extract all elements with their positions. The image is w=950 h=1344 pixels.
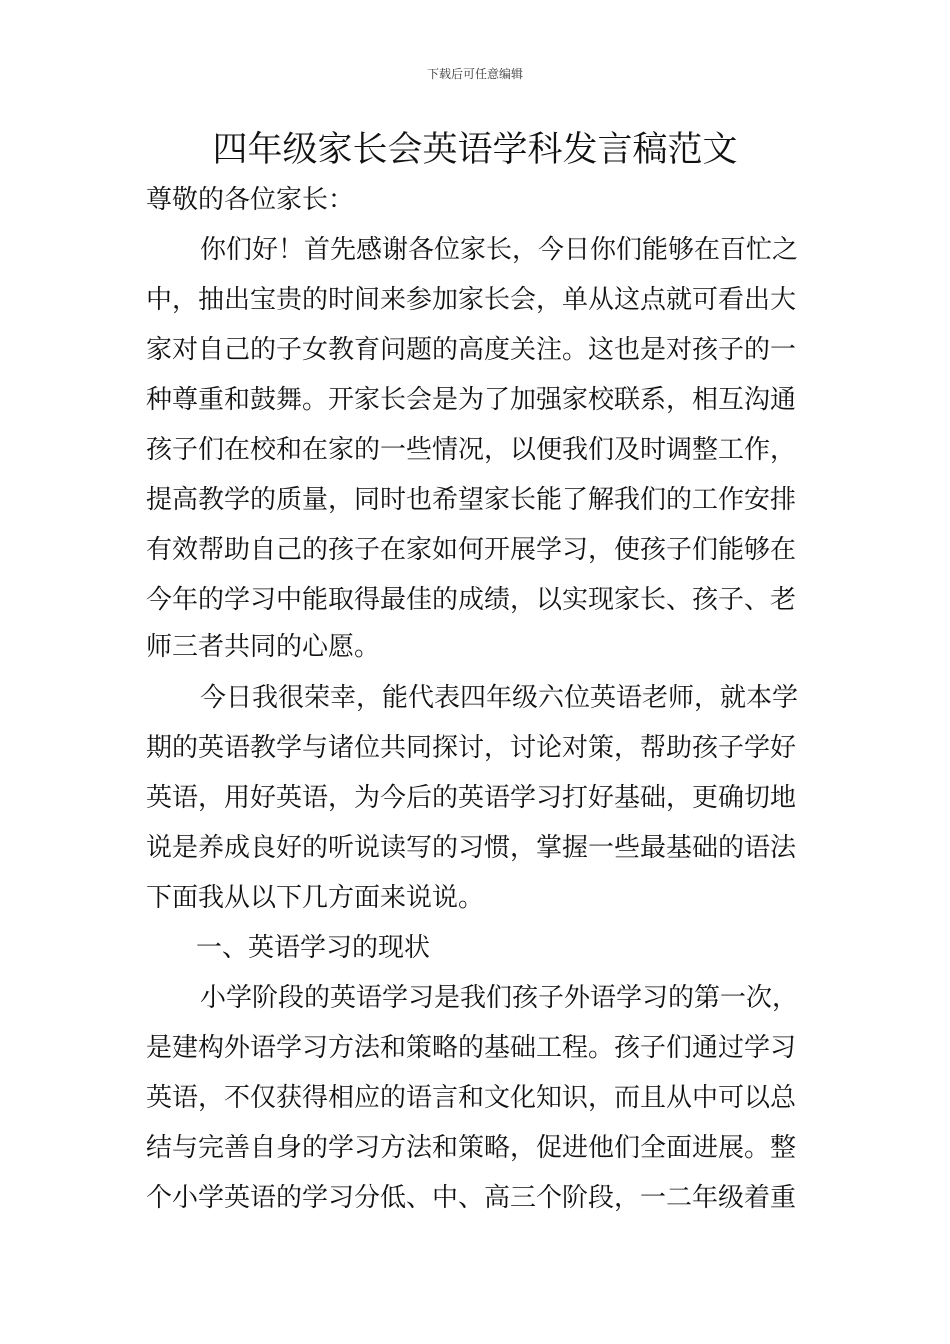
section-heading: 一、英语学习的现状 <box>196 933 431 963</box>
document-title: 四年级家长会英语学科发言稿范文 <box>212 130 738 170</box>
text-line: 中，抽出宝贵的时间来参加家长会，单从这点就可看出大 <box>146 285 797 315</box>
text-line: 下面我从以下几方面来说说。 <box>146 883 485 913</box>
text-line: 你们好！首先感谢各位家长，今日你们能够在百忙之 <box>200 235 799 265</box>
text-line: 今年的学习中能取得最佳的成绩，以实现家长、孩子、老 <box>146 585 797 615</box>
text-line: 是建构外语学习方法和策略的基础工程。孩子们通过学习 <box>146 1033 797 1063</box>
text-line: 有效帮助自己的孩子在家如何开展学习，使孩子们能够在 <box>146 535 797 565</box>
text-line: 小学阶段的英语学习是我们孩子外语学习的第一次， <box>200 983 799 1013</box>
text-line: 种尊重和鼓舞。开家长会是为了加强家校联系，相互沟通 <box>146 385 797 415</box>
text-line: 英语，用好英语，为今后的英语学习打好基础，更确切地 <box>146 783 797 813</box>
text-line: 提高教学的质量，同时也希望家长能了解我们的工作安排 <box>146 485 797 515</box>
text-line: 结与完善自身的学习方法和策略，促进他们全面进展。整 <box>146 1133 797 1163</box>
page-header: 下载后可任意编辑 <box>426 67 523 81</box>
text-line: 说是养成良好的听说读写的习惯，掌握一些最基础的语法 <box>146 833 797 863</box>
text-line: 个小学英语的学习分低、中、高三个阶段，一二年级着重 <box>146 1183 797 1213</box>
text-line: 孩子们在校和在家的一些情况，以便我们及时调整工作， <box>146 435 797 465</box>
text-line: 英语，不仅获得相应的语言和文化知识，而且从中可以总 <box>146 1083 797 1113</box>
text-line: 家对自己的子女教育问题的高度关注。这也是对孩子的一 <box>146 335 797 365</box>
text-line: 今日我很荣幸，能代表四年级六位英语老师，就本学 <box>200 683 799 713</box>
text-line: 师三者共同的心愿。 <box>146 632 381 662</box>
text-line: 期的英语教学与诸位共同探讨，讨论对策，帮助孩子学好 <box>146 733 797 763</box>
salutation: 尊敬的各位家长： <box>146 185 355 215</box>
